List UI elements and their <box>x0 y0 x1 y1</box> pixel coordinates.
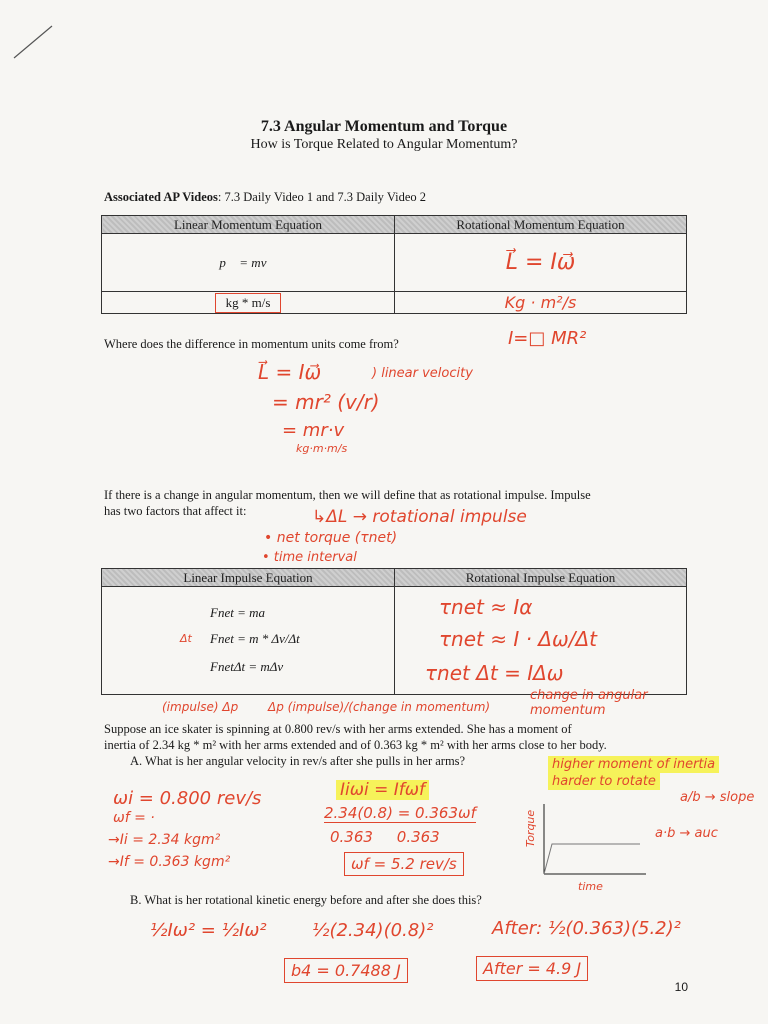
linear-impulse-header: Linear Impulse Equation <box>102 569 395 587</box>
torque-time-sketch <box>530 800 650 880</box>
hw-ke: ½Iω² = ½Iω² <box>150 920 267 941</box>
hw-rot-impulse-3: τnet Δt = IΔω <box>425 661 564 685</box>
hw-before-calc: ½(2.34)(0.8)² <box>312 920 434 941</box>
hw-rot-impulse-1: τnet ≈ Iα <box>439 595 533 619</box>
hw-net-torque: • net torque (τnet) <box>264 530 398 546</box>
linear-units: kg * m/s <box>215 293 282 313</box>
hw-highlight-1: higher moment of inertia <box>548 756 719 773</box>
pen-mark <box>8 20 58 65</box>
hw-mr2: = mr² (v/r) <box>272 390 380 414</box>
hw-after-calc: After: ½(0.363)(5.2)² <box>492 918 681 939</box>
momentum-table <box>101 215 687 314</box>
problem-text-1: Suppose an ice skater is spinning at 0.800 rev/s with her arms extended. She has a moment of <box>104 722 572 736</box>
rotational-impulse-header: Rotational Impulse Equation <box>395 569 687 587</box>
linear-impulse-eq-2: Fnet = m * Δv/Δt <box>210 631 300 646</box>
hw-wf: ωf = · <box>113 810 155 826</box>
hw-L-eq: L⃗ = Iω⃗ <box>258 360 322 384</box>
linear-impulse-eq-3: FnetΔt = mΔv <box>210 659 284 674</box>
hw-units: kg·m·m/s <box>296 442 348 455</box>
hw-If: →If = 0.363 kgm² <box>108 854 231 870</box>
rotational-units: Kg · m²/s <box>504 293 577 312</box>
page-number: 10 <box>674 980 688 994</box>
hw-dp-change: Δp (impulse)/(change in momentum) <box>268 700 491 714</box>
question-units: Where does the difference in momentum units come from? <box>104 337 399 351</box>
impulse-text-2: has two factors that affect it: <box>104 504 247 518</box>
impulse-text-1: If there is a change in angular momentum, then we will define that as rotational impulse. Impulse <box>104 488 591 502</box>
hw-before-answer: b4 = 0.7488 J <box>284 958 408 983</box>
hw-mrv: = mr·v <box>282 420 345 441</box>
hw-change-angular-momentum: change in angular momentum <box>530 688 648 718</box>
problem-text-2: inertia of 2.34 kg * m² with her arms extended and of 0.363 kg * m² with her arms close to her body. <box>104 738 607 752</box>
part-a: A. What is her angular velocity in rev/s after she pulls in her arms? <box>130 754 466 768</box>
page-title: 7.3 Angular Momentum and Torque <box>260 118 508 135</box>
hw-delta-t: Δt <box>180 632 192 645</box>
hw-impulse-dp: (impulse) Δp <box>162 700 239 714</box>
hw-wi: ωi = 0.800 rev/s <box>113 788 262 809</box>
part-b: B. What is her rotational kinetic energy before and after she does this? <box>130 893 482 907</box>
associated-videos: Associated AP Videos: 7.3 Daily Video 1 and 7.3 Daily Video 2 <box>104 190 426 204</box>
rotational-momentum-equation: L⃗ = Iω⃗ <box>505 250 576 275</box>
hw-rot-impulse-2: τnet ≈ I · Δω/Δt <box>439 627 597 651</box>
linear-impulse-eq-1: Fnet = ma <box>210 605 265 620</box>
hw-rotational-impulse: ↳ΔL → rotational impulse <box>312 507 527 527</box>
hw-inertia: I=□ MR² <box>508 328 587 349</box>
hw-time-axis: time <box>578 880 603 893</box>
linear-momentum-header: Linear Momentum Equation <box>102 216 395 234</box>
hw-slope: a/b → slope <box>680 790 755 805</box>
rotational-momentum-header: Rotational Momentum Equation <box>395 216 687 234</box>
hw-conservation: Iiωi = Ifωf <box>336 780 429 800</box>
hw-torque-axis: Torque <box>524 809 538 848</box>
linear-momentum-equation: p⃗ = mv⃗ <box>102 234 395 292</box>
impulse-table <box>101 568 687 695</box>
hw-calc: 2.34(0.8) = 0.363ωf <box>324 804 476 822</box>
hw-Ii: →Ii = 2.34 kgm² <box>108 832 221 848</box>
hw-after-answer: After = 4.9 J <box>476 956 588 981</box>
hw-answer-a: ωf = 5.2 rev/s <box>344 852 464 876</box>
hw-denominator: 0.363 0.363 <box>330 828 440 846</box>
page-subtitle: How is Torque Related to Angular Momentum? <box>250 137 518 152</box>
hw-highlight-2: harder to rotate <box>548 773 660 790</box>
hw-time-interval: • time interval <box>262 550 357 565</box>
hw-linear-velocity: ) linear velocity <box>372 366 473 381</box>
hw-auc: a·b → auc <box>655 826 718 841</box>
